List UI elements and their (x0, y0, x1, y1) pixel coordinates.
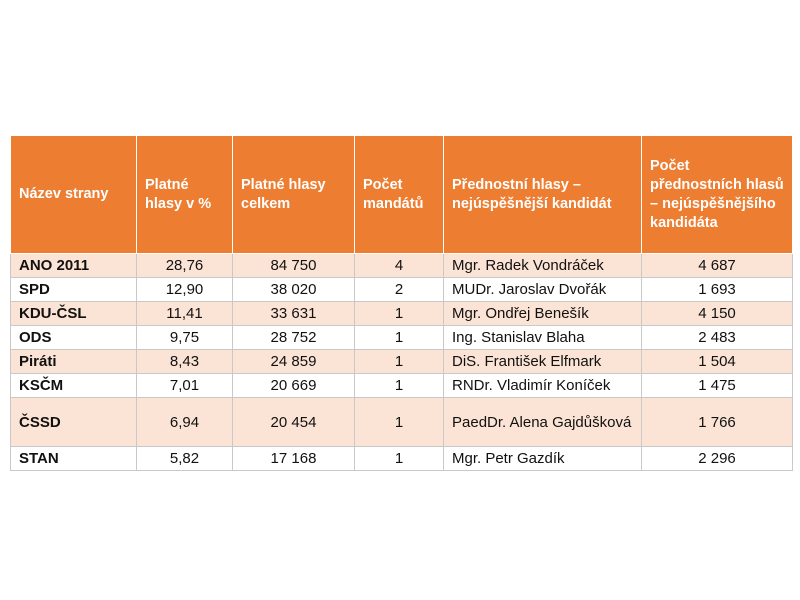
valid-votes-percent: 7,01 (137, 374, 233, 398)
pref-votes: 4 687 (642, 254, 793, 278)
pref-votes: 1 475 (642, 374, 793, 398)
pref-votes: 1 693 (642, 278, 793, 302)
mandates-count: 1 (355, 350, 444, 374)
valid-votes-total: 17 168 (233, 447, 355, 471)
valid-votes-total: 84 750 (233, 254, 355, 278)
valid-votes-percent: 6,94 (137, 398, 233, 447)
mandates-count: 1 (355, 447, 444, 471)
party-name: ČSSD (11, 398, 137, 447)
top-candidate: Mgr. Ondřej Benešík (444, 302, 642, 326)
mandates-count: 1 (355, 398, 444, 447)
top-candidate: MUDr. Jaroslav Dvořák (444, 278, 642, 302)
party-name: SPD (11, 278, 137, 302)
top-candidate: PaedDr. Alena Gajdůšková (444, 398, 642, 447)
election-results-table (10, 135, 793, 471)
pref-votes: 1 504 (642, 350, 793, 374)
header-mandates-count: Počet mandátů (355, 136, 444, 254)
top-candidate: RNDr. Vladimír Koníček (444, 374, 642, 398)
valid-votes-total: 38 020 (233, 278, 355, 302)
valid-votes-total: 28 752 (233, 326, 355, 350)
valid-votes-total: 20 454 (233, 398, 355, 447)
party-name: ODS (11, 326, 137, 350)
valid-votes-percent: 5,82 (137, 447, 233, 471)
header-top-candidate-pref-votes: Počet přednostních hlasů – nejúspěšnějšího kandidáta (642, 136, 793, 254)
valid-votes-total: 24 859 (233, 350, 355, 374)
header-valid-votes-total: Platné hlasy celkem (233, 136, 355, 254)
table-row (11, 350, 793, 374)
mandates-count: 1 (355, 302, 444, 326)
pref-votes: 1 766 (642, 398, 793, 447)
top-candidate: Ing. Stanislav Blaha (444, 326, 642, 350)
election-results-table-container (10, 135, 792, 471)
table-row (11, 326, 793, 350)
mandates-count: 1 (355, 374, 444, 398)
table-row (11, 302, 793, 326)
table-row (11, 278, 793, 302)
valid-votes-percent: 11,41 (137, 302, 233, 326)
top-candidate: Mgr. Petr Gazdík (444, 447, 642, 471)
header-top-candidate: Přednostní hlasy – nejúspěšnější kandidát (444, 136, 642, 254)
table-header-row (11, 136, 793, 254)
table-row (11, 254, 793, 278)
mandates-count: 4 (355, 254, 444, 278)
pref-votes: 2 296 (642, 447, 793, 471)
pref-votes: 2 483 (642, 326, 793, 350)
valid-votes-percent: 12,90 (137, 278, 233, 302)
top-candidate: DiS. František Elfmark (444, 350, 642, 374)
mandates-count: 1 (355, 326, 444, 350)
pref-votes: 4 150 (642, 302, 793, 326)
valid-votes-total: 33 631 (233, 302, 355, 326)
header-valid-votes-percent: Platné hlasy v % (137, 136, 233, 254)
table-row (11, 447, 793, 471)
mandates-count: 2 (355, 278, 444, 302)
top-candidate: Mgr. Radek Vondráček (444, 254, 642, 278)
party-name: KDU-ČSL (11, 302, 137, 326)
table-row (11, 374, 793, 398)
party-name: KSČM (11, 374, 137, 398)
valid-votes-total: 20 669 (233, 374, 355, 398)
party-name: STAN (11, 447, 137, 471)
valid-votes-percent: 28,76 (137, 254, 233, 278)
table-row (11, 398, 793, 447)
valid-votes-percent: 8,43 (137, 350, 233, 374)
header-party-name: Název strany (11, 136, 137, 254)
valid-votes-percent: 9,75 (137, 326, 233, 350)
party-name: Piráti (11, 350, 137, 374)
party-name: ANO 2011 (11, 254, 137, 278)
